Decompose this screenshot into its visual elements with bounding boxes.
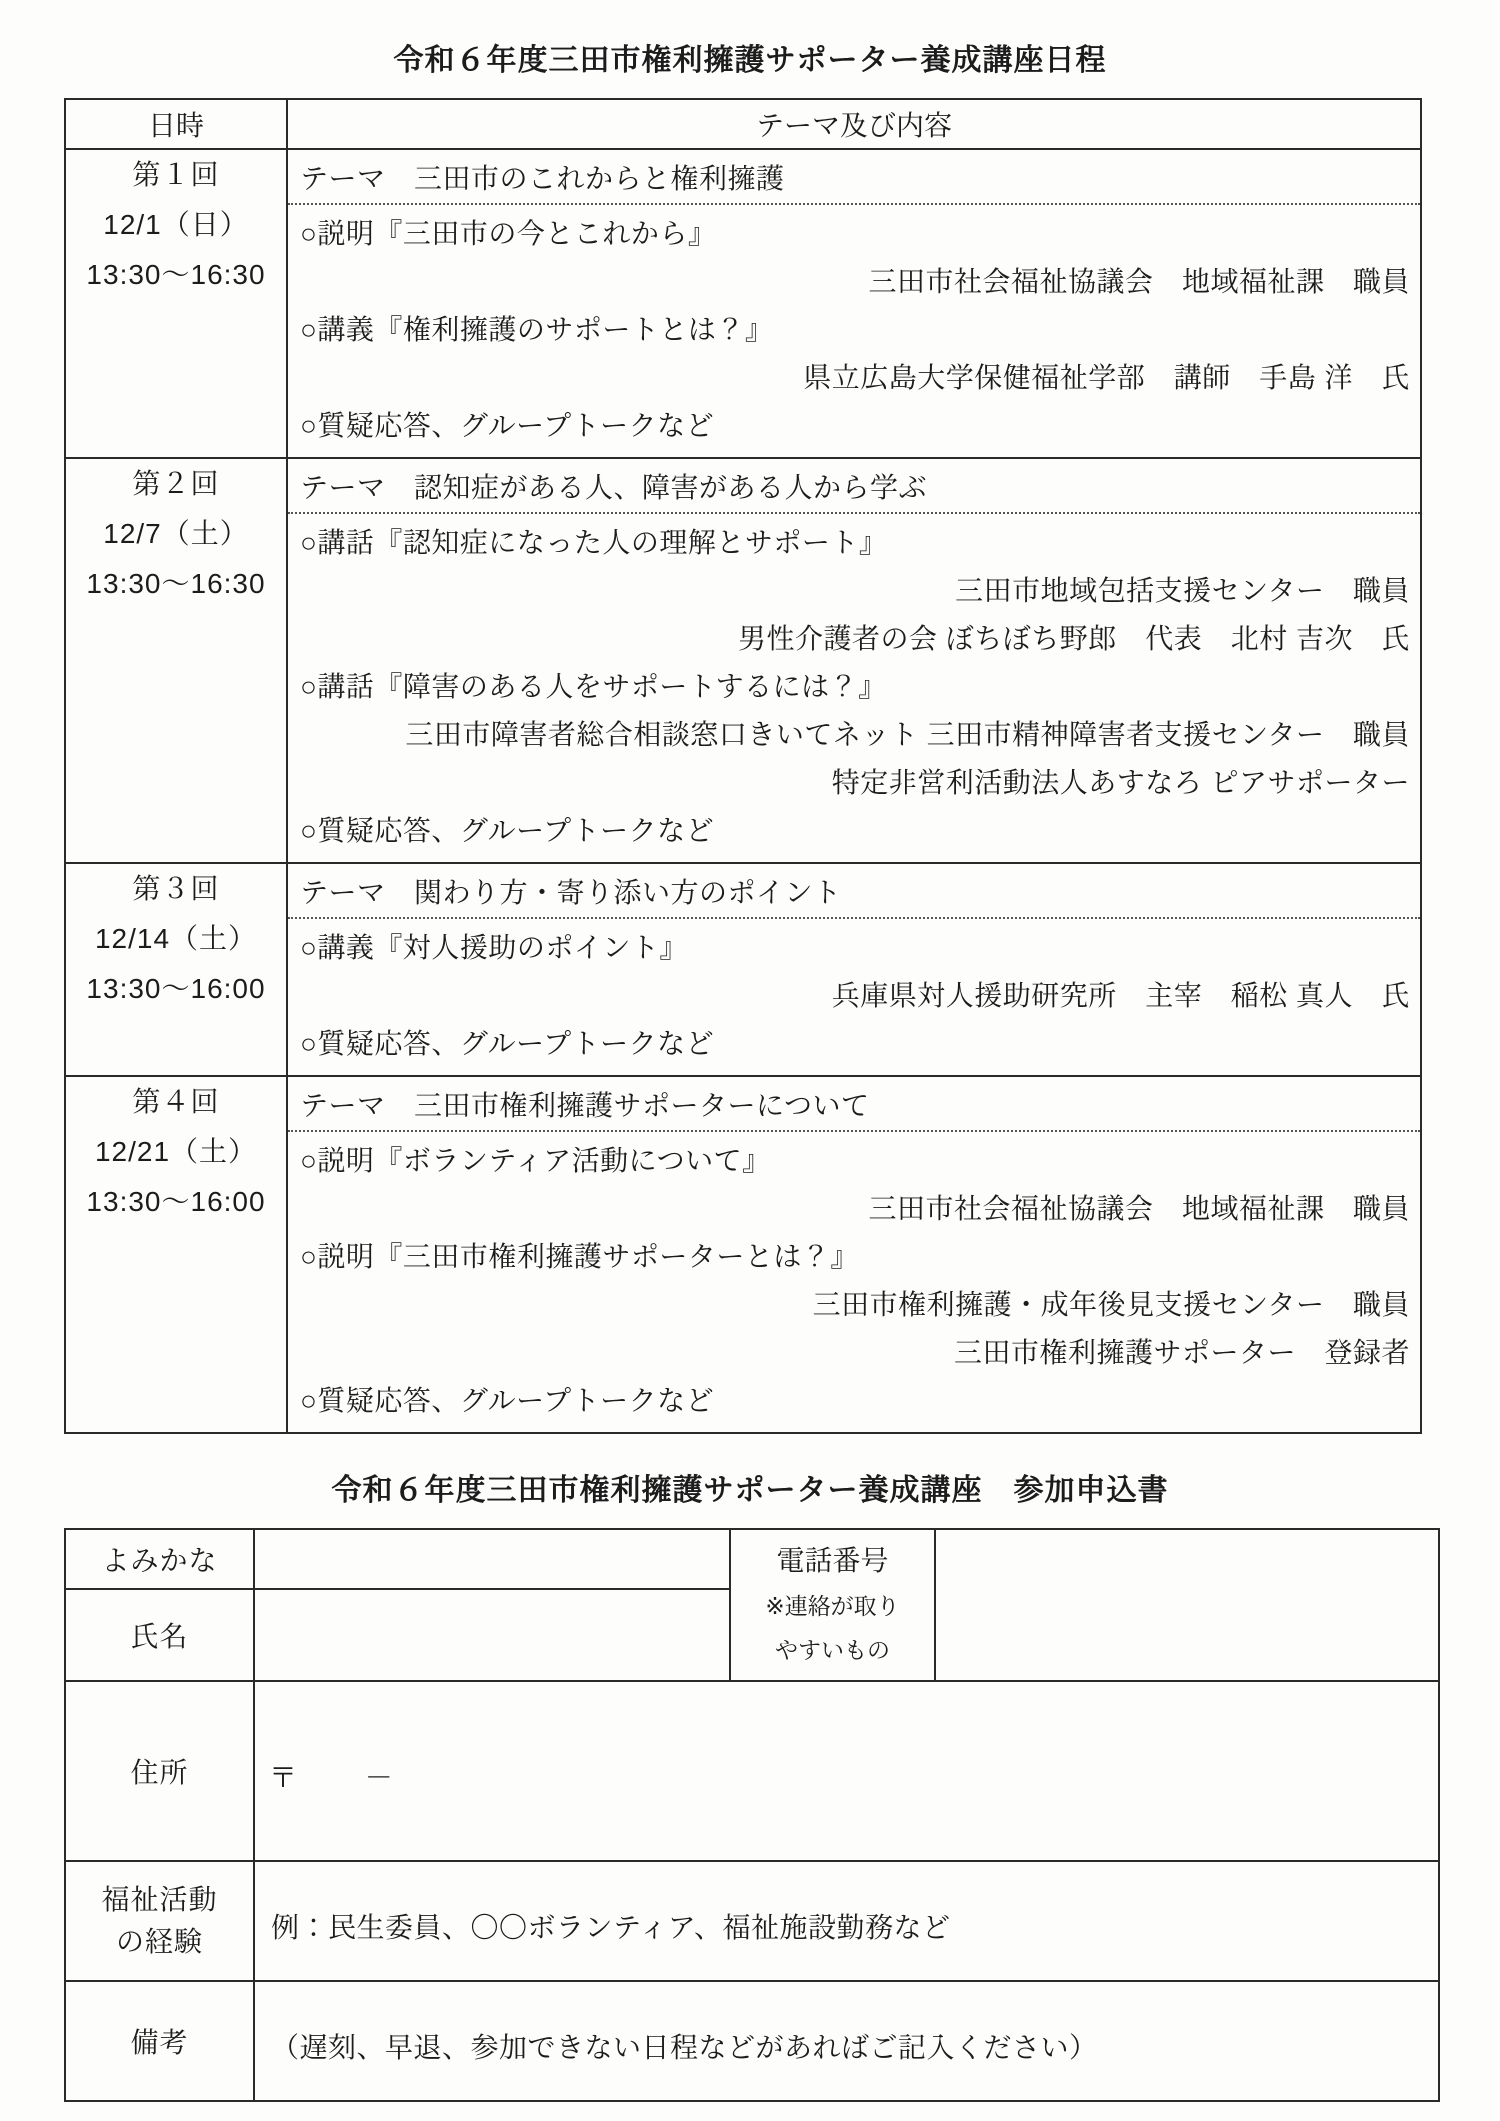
session-time: 13:30～16:00 — [86, 973, 266, 1004]
theme-line: テーマ 関わり方・寄り添い方のポイント — [288, 864, 1420, 919]
name-label: 氏名 — [65, 1589, 254, 1681]
application-form-title: 令和６年度三田市権利擁護サポーター養成講座 参加申込書 — [331, 1474, 1169, 1507]
remarks-hint: （遅刻、早退、参加できない日程などがあればご記入ください） — [271, 2032, 1098, 2063]
content-line: ○質疑応答、グループトークなど — [300, 410, 715, 441]
session-time: 13:30～16:00 — [86, 1186, 266, 1217]
theme-line: テーマ 三田市権利擁護サポーターについて — [288, 1077, 1420, 1132]
remarks-label: 備考 — [65, 1981, 254, 2101]
presenter-line: 三田市地域包括支援センター 職員 — [955, 575, 1410, 606]
phone-input-cell — [935, 1529, 1439, 1681]
header-datetime: 日時 — [65, 99, 287, 149]
content-line: ○質疑応答、グループトークなど — [300, 1028, 715, 1059]
header-theme-content: テーマ及び内容 — [287, 99, 1421, 149]
presenter-line: 兵庫県対人援助研究所 主宰 稲松 真人 氏 — [831, 980, 1410, 1011]
address-input-cell — [254, 1681, 1439, 1861]
welfare-experience-label — [65, 1861, 254, 1981]
phone-note-line2: やすいもの — [775, 1637, 890, 1663]
phone-label: 電話番号 — [776, 1545, 889, 1576]
phone-label-cell — [730, 1529, 935, 1681]
presenter-line: 特定非営利活動法人あすなろ ピアサポーター — [831, 767, 1410, 798]
welfare-label-line2: の経験 — [115, 1926, 203, 1957]
content-line: ○説明『ボランティア活動について』 — [300, 1145, 771, 1176]
session-2-content — [287, 458, 1421, 863]
content-line: ○講話『障害のある人をサポートするには？』 — [300, 671, 887, 702]
session-4-row — [65, 1076, 1421, 1433]
session-3-datetime — [65, 863, 287, 1076]
session-4-datetime — [65, 1076, 287, 1433]
theme-line: テーマ 三田市のこれからと権利擁護 — [288, 150, 1420, 205]
application-form-table — [64, 1528, 1440, 2102]
session-date: 12/7（土） — [103, 518, 249, 549]
theme-line: テーマ 認知症がある人、障害がある人から学ぶ — [288, 459, 1420, 514]
content-line: ○講話『認知症になった人の理解とサポート』 — [300, 527, 888, 558]
yomigana-row — [65, 1529, 1439, 1589]
postal-mark: 〒 — [269, 1762, 300, 1793]
presenter-line: 三田市権利擁護サポーター 登録者 — [953, 1337, 1410, 1368]
postal-separator: － — [364, 1762, 395, 1793]
yomigana-input-cell — [254, 1529, 730, 1589]
content-line: ○質疑応答、グループトークなど — [300, 1385, 715, 1416]
presenter-line: 三田市障害者総合相談窓口きいてネット 三田市精神障害者支援センター 職員 — [405, 719, 1410, 750]
content-line: ○説明『三田市権利擁護サポーターとは？』 — [300, 1241, 859, 1272]
session-number: 第４回 — [132, 1086, 220, 1117]
session-2-row — [65, 458, 1421, 863]
content-line: ○質疑応答、グループトークなど — [300, 815, 715, 846]
session-1-datetime — [65, 149, 287, 458]
welfare-hint: 例：民生委員、〇〇ボランティア、福祉施設勤務など — [271, 1912, 951, 1943]
session-number: 第２回 — [132, 468, 220, 499]
session-number: 第１回 — [132, 159, 220, 190]
schedule-title: 令和６年度三田市権利擁護サポーター養成講座日程 — [393, 44, 1107, 77]
remarks-row — [65, 1981, 1439, 2101]
presenter-line: 三田市社会福祉協議会 地域福祉課 職員 — [868, 266, 1410, 297]
session-number: 第３回 — [132, 873, 220, 904]
session-2-datetime — [65, 458, 287, 863]
session-3-content — [287, 863, 1421, 1076]
session-date: 12/1（日） — [103, 209, 249, 240]
welfare-input-cell — [254, 1861, 1439, 1981]
presenter-line: 三田市権利擁護・成年後見支援センター 職員 — [812, 1289, 1410, 1320]
session-1-row — [65, 149, 1421, 458]
session-date: 12/14（土） — [94, 923, 258, 954]
presenter-line: 県立広島大学保健福祉学部 講師 手島 洋 氏 — [803, 362, 1410, 393]
session-3-row — [65, 863, 1421, 1076]
session-1-content — [287, 149, 1421, 458]
schedule-header-row — [65, 99, 1421, 149]
session-time: 13:30～16:30 — [86, 568, 266, 599]
yomigana-label: よみかな — [65, 1529, 254, 1589]
welfare-label-line1: 福祉活動 — [101, 1884, 218, 1915]
session-date: 12/21（土） — [94, 1136, 258, 1167]
schedule-table — [64, 98, 1422, 1434]
session-time: 13:30～16:30 — [86, 259, 266, 290]
welfare-experience-row — [65, 1861, 1439, 1981]
content-line: ○講義『対人援助のポイント』 — [300, 932, 688, 963]
name-input-cell — [254, 1589, 730, 1681]
presenter-line: 男性介護者の会 ぼちぼち野郎 代表 北村 吉次 氏 — [737, 623, 1410, 654]
address-row — [65, 1681, 1439, 1861]
phone-note-line1: ※連絡が取り — [765, 1593, 900, 1619]
content-line: ○説明『三田市の今とこれから』 — [300, 218, 717, 249]
address-label: 住所 — [65, 1681, 254, 1861]
presenter-line: 三田市社会福祉協議会 地域福祉課 職員 — [868, 1193, 1410, 1224]
content-line: ○講義『権利擁護のサポートとは？』 — [300, 314, 774, 345]
session-4-content — [287, 1076, 1421, 1433]
remarks-input-cell — [254, 1981, 1439, 2101]
